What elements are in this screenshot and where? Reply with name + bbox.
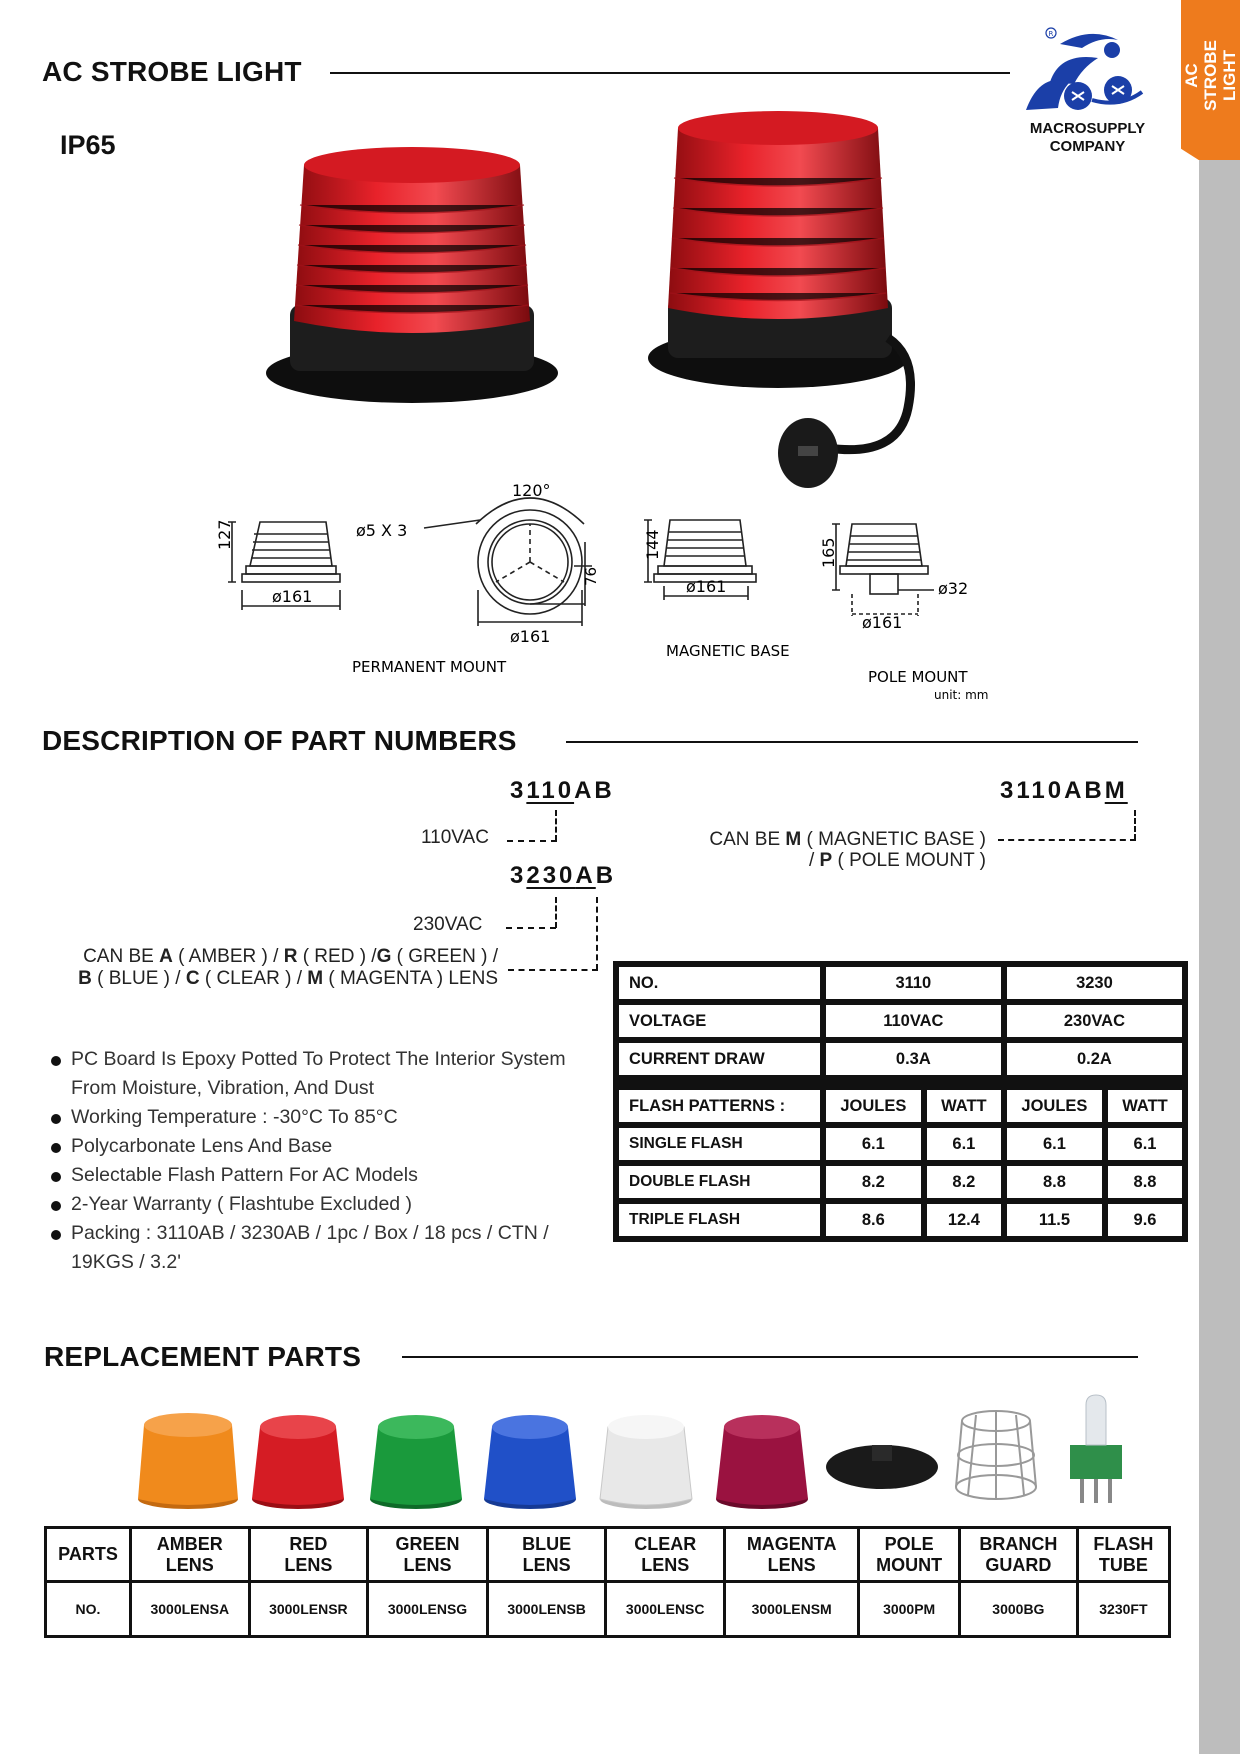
part-name-cell: RED LENS [249, 1528, 368, 1582]
unit-label: unit: mm [934, 688, 989, 702]
part-name-cell: MAGENTA LENS [725, 1528, 859, 1582]
pole-base-dia-label: ø161 [862, 613, 903, 632]
table-row [619, 1043, 1182, 1075]
table-separator [619, 1081, 1182, 1084]
table-row [619, 1166, 1182, 1198]
section-tab-label: AC STROBE LIGHT [1182, 39, 1239, 111]
spec-cell: 8.6 [826, 1204, 921, 1236]
pole-dia-label: ø32 [938, 579, 969, 598]
part-number-cell: 3000LENSM [725, 1582, 859, 1637]
spec-cell: 6.1 [1108, 1128, 1182, 1160]
replacement-rule [402, 1356, 1138, 1358]
part-name-cell: FLASH TUBE [1077, 1528, 1169, 1582]
dim-76-label: 76 [582, 566, 600, 586]
magnetic-dia-label: ø161 [686, 577, 727, 596]
magenta-lens-icon [716, 1415, 808, 1509]
spec-cell: 8.2 [927, 1166, 1001, 1198]
spec-joules-header: JOULES [1007, 1090, 1102, 1122]
dimension-drawings [215, 481, 1010, 702]
part-number-cell: 3000LENSA [131, 1582, 250, 1637]
part-numbers-title: DESCRIPTION OF PART NUMBERS [42, 725, 517, 756]
title-rule [330, 72, 1010, 74]
part-number-cell: 3230FT [1077, 1582, 1169, 1637]
leader-230 [506, 927, 556, 929]
flash-tube-icon [1070, 1395, 1122, 1503]
part-numbers-rule [566, 741, 1138, 743]
table-row [619, 1204, 1182, 1236]
magnetic-base-light-photo [648, 108, 948, 498]
spec-watt-header: WATT [927, 1090, 1001, 1122]
branch-guard-icon [956, 1411, 1036, 1499]
spec-voltage-3110: 110VAC [826, 1005, 1001, 1037]
feature-item: Polycarbonate Lens And Base [48, 1132, 588, 1161]
part-number-cell: 3000LENSG [368, 1582, 488, 1637]
part-number-cell: 3000BG [960, 1582, 1078, 1637]
spec-no-label: NO. [619, 967, 820, 999]
spec-cell: 8.8 [1108, 1166, 1182, 1198]
leader-color-v [596, 897, 598, 970]
pole-mount-label: POLE MOUNT [868, 668, 968, 686]
spec-cell: 6.1 [1007, 1128, 1102, 1160]
spec-voltage-3230: 230VAC [1007, 1005, 1182, 1037]
feature-list [48, 1045, 588, 1277]
permanent-dia-label: ø161 [272, 587, 313, 606]
part-name-cell: AMBER LENS [131, 1528, 250, 1582]
leader-mount [998, 839, 1136, 841]
spec-current-3110: 0.3A [826, 1043, 1001, 1075]
svg-text:R: R [1048, 30, 1054, 38]
amber-lens-icon [138, 1413, 238, 1509]
holes-label: ø5 X 3 [356, 521, 408, 540]
leader-230-v [555, 897, 557, 928]
voltage-230-label: 230VAC [413, 914, 483, 935]
permanent-height-label: 127 [215, 519, 234, 550]
feature-item: Working Temperature : -30°C To 85°C [48, 1103, 588, 1132]
spec-current-3230: 0.2A [1007, 1043, 1182, 1075]
part-number-cell: 3000LENSR [249, 1582, 368, 1637]
feature-item: Packing : 3110AB / 3230AB / 1pc / Box / 18 pcs / CTN / 19KGS / 3.2' [48, 1219, 588, 1277]
spec-current-label: CURRENT DRAW [619, 1043, 820, 1075]
part-name-cell: BRANCH GUARD [960, 1528, 1078, 1582]
spec-row-label: TRIPLE FLASH [619, 1204, 820, 1236]
red-lens-icon [252, 1415, 344, 1509]
page-title: AC STROBE LIGHT [42, 56, 302, 87]
pole-height-label: 165 [819, 537, 838, 568]
spec-no-3230: 3230 [1007, 967, 1182, 999]
spec-cell: 12.4 [927, 1204, 1001, 1236]
magnetic-base-label: MAGNETIC BASE [666, 642, 790, 660]
top-dia-label: ø161 [510, 627, 551, 646]
permanent-mount-label: PERMANENT MOUNT [352, 658, 507, 676]
pole-mount-icon [826, 1445, 938, 1489]
blue-lens-icon [484, 1415, 576, 1509]
code-3110abm: 3110ABM [1000, 777, 1128, 804]
spec-voltage-label: VOLTAGE [619, 1005, 820, 1037]
leader-mount-v [1134, 810, 1136, 840]
spec-cell: 9.6 [1108, 1204, 1182, 1236]
part-number-cell: 3000LENSB [487, 1582, 606, 1637]
part-name-cell: GREEN LENS [368, 1528, 488, 1582]
top-view-drawing [424, 498, 592, 626]
table-row [619, 1005, 1182, 1037]
mount-options-text: CAN BE M ( MAGNETIC BASE ) / P ( POLE MOUNT ) [709, 829, 986, 871]
feature-item: 2-Year Warranty ( Flashtube Excluded ) [48, 1190, 588, 1219]
company-logo-icon [1020, 22, 1150, 122]
magnetic-height-label: 144 [643, 529, 662, 560]
ip-rating: IP65 [60, 130, 116, 160]
permanent-mount-light-photo [262, 145, 562, 410]
spec-table [613, 961, 1188, 1242]
angle-label: 120° [512, 481, 551, 500]
replacement-parts-title: REPLACEMENT PARTS [44, 1341, 362, 1372]
clear-lens-icon [600, 1415, 692, 1509]
code-3230ab: 3230AB [510, 862, 617, 889]
spec-cell: 6.1 [826, 1128, 921, 1160]
replacement-parts-photos [134, 1395, 1164, 1515]
spec-flash-label: FLASH PATTERNS : [619, 1090, 820, 1122]
part-number-cell: 3000PM [859, 1582, 960, 1637]
spec-cell: 8.8 [1007, 1166, 1102, 1198]
parts-header: PARTS [46, 1528, 131, 1582]
feature-item: Selectable Flash Pattern For AC Models [48, 1161, 588, 1190]
spec-row-label: DOUBLE FLASH [619, 1166, 820, 1198]
part-name-cell: BLUE LENS [487, 1528, 606, 1582]
leader-110-v [555, 810, 557, 841]
side-bar [1199, 0, 1240, 1754]
leader-110 [507, 840, 557, 842]
table-row [619, 1090, 1182, 1122]
color-options-text: CAN BE A ( AMBER ) / R ( RED ) /G ( GREEN ) / B ( BLUE ) / C ( CLEAR ) / M ( MAGENTA ) LENS [78, 946, 498, 989]
part-name-cell: POLE MOUNT [859, 1528, 960, 1582]
spec-cell: 11.5 [1007, 1204, 1102, 1236]
code-3110ab: 3110AB [510, 777, 615, 804]
pole-mount-drawing [832, 524, 934, 616]
spec-watt-header: WATT [1108, 1090, 1182, 1122]
part-number-cell: 3000LENSC [606, 1582, 725, 1637]
table-row [46, 1582, 1170, 1637]
part-name-cell: CLEAR LENS [606, 1528, 725, 1582]
company-name: MACROSUPPLY COMPANY [1029, 120, 1146, 155]
table-row [46, 1528, 1170, 1582]
table-row [619, 1128, 1182, 1160]
spec-no-3110: 3110 [826, 967, 1001, 999]
leader-color [508, 969, 598, 971]
green-lens-icon [370, 1415, 462, 1509]
table-row [619, 967, 1182, 999]
spec-cell: 8.2 [826, 1166, 921, 1198]
no-header: NO. [46, 1582, 131, 1637]
spec-row-label: SINGLE FLASH [619, 1128, 820, 1160]
spec-cell: 6.1 [927, 1128, 1001, 1160]
voltage-110-label: 110VAC [421, 827, 489, 848]
feature-item: PC Board Is Epoxy Potted To Protect The Interior System From Moisture, Vibration, And Dust [48, 1045, 588, 1103]
replacement-parts-table [44, 1526, 1171, 1638]
spec-joules-header: JOULES [826, 1090, 921, 1122]
